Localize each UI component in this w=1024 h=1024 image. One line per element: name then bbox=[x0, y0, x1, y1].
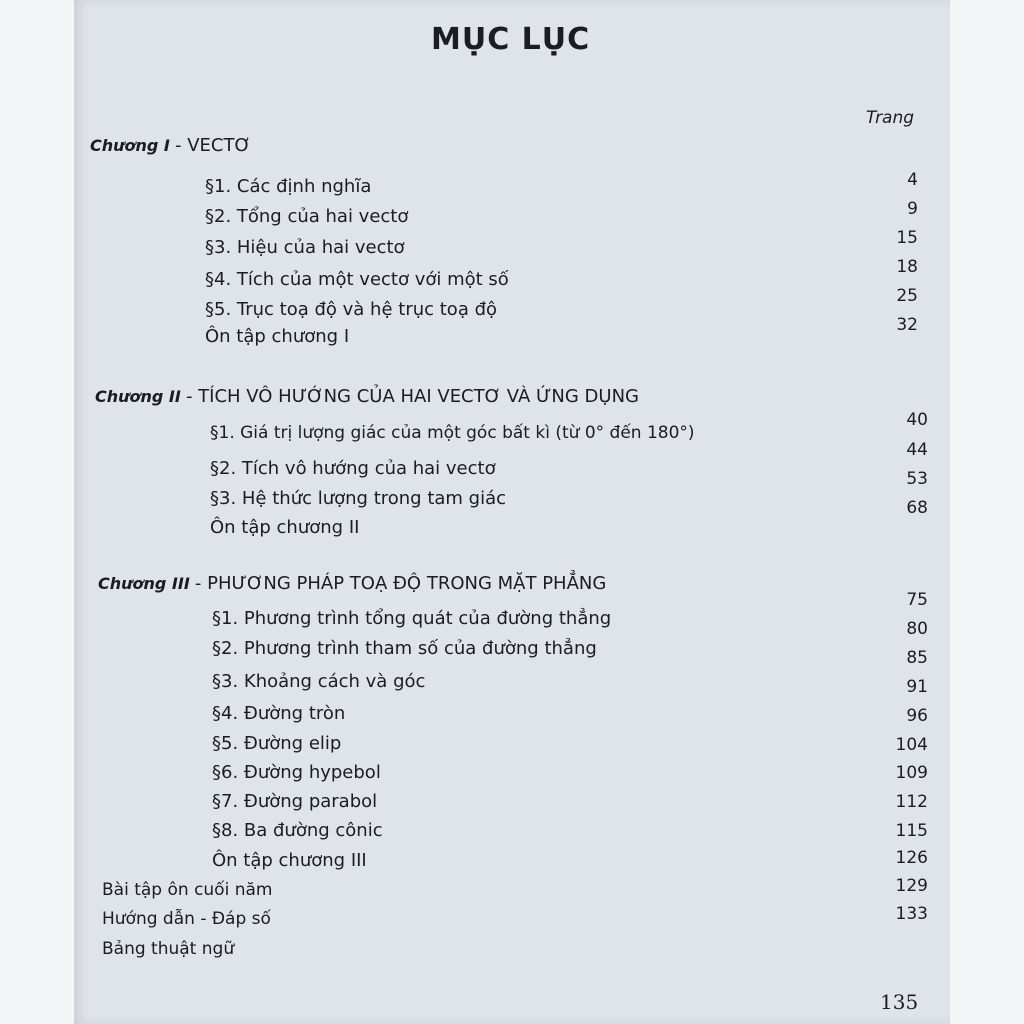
chapter-heading bbox=[90, 135, 251, 156]
page-column-label: Trang bbox=[866, 108, 915, 128]
toc-page-number: 9 bbox=[907, 199, 918, 219]
toc-entry: Ôn tập chương I bbox=[205, 326, 350, 347]
toc-entry: Ôn tập chương II bbox=[210, 517, 360, 538]
toc-entry: §5. Đường elip bbox=[212, 733, 342, 754]
toc-page-number: 129 bbox=[895, 876, 928, 896]
chapter-title: - VECTƠ bbox=[174, 135, 251, 156]
toc-entry: Bài tập ôn cuối năm bbox=[102, 880, 273, 900]
toc-page-number: 15 bbox=[896, 228, 918, 248]
chapter-heading bbox=[95, 386, 639, 407]
toc-entry: §8. Ba đường cônic bbox=[212, 820, 383, 841]
toc-page-number: 53 bbox=[906, 469, 928, 489]
toc-page-number: 44 bbox=[906, 440, 928, 460]
toc-page-number: 112 bbox=[895, 792, 928, 812]
toc-entry: Bảng thuật ngữ bbox=[102, 939, 235, 959]
toc-page-number: 115 bbox=[895, 821, 928, 841]
toc-entry: §4. Đường tròn bbox=[212, 703, 346, 724]
chapter-label: Chương II bbox=[95, 387, 181, 406]
toc-entry: Ôn tập chương III bbox=[212, 850, 367, 871]
toc-page-number: 32 bbox=[896, 315, 918, 335]
toc-page-number: 18 bbox=[896, 257, 918, 277]
toc-entry: §7. Đường parabol bbox=[212, 791, 378, 812]
chapter-label: Chương III bbox=[98, 574, 190, 593]
toc-page-number: 4 bbox=[907, 170, 918, 190]
chapter-title: - TÍCH VÔ HƯỚNG CỦA HAI VECTƠ VÀ ỨNG DỤNG bbox=[185, 386, 640, 407]
toc-page-number: 96 bbox=[906, 706, 928, 726]
toc-entry: §4. Tích của một vectơ với một số bbox=[205, 269, 509, 290]
toc-entry: §2. Tổng của hai vectơ bbox=[205, 206, 409, 227]
toc-page-number: 85 bbox=[906, 648, 928, 668]
toc-entry: §5. Trục toạ độ và hệ trục toạ độ bbox=[205, 299, 498, 320]
toc-page-number: 40 bbox=[906, 410, 928, 430]
toc-entry: §2. Tích vô hướng của hai vectơ bbox=[210, 458, 496, 479]
toc-page-number: 75 bbox=[906, 590, 928, 610]
toc-entry: §1. Phương trình tổng quát của đường thẳng bbox=[212, 608, 612, 629]
chapter-heading bbox=[98, 573, 606, 594]
toc-entry: §1. Các định nghĩa bbox=[205, 176, 372, 197]
toc-entry: §3. Hiệu của hai vectơ bbox=[205, 237, 405, 258]
toc-entry: §6. Đường hypebol bbox=[212, 762, 381, 783]
toc-entry: §3. Hệ thức lượng trong tam giác bbox=[210, 488, 507, 509]
toc-entry: §1. Giá trị lượng giác của một góc bất kì (từ 0° đến 180°) bbox=[210, 423, 695, 443]
toc-entry: §2. Phương trình tham số của đường thẳng bbox=[212, 638, 597, 659]
page-number: 135 bbox=[880, 990, 919, 1014]
toc-page-number: 109 bbox=[895, 763, 928, 783]
chapter-title: - PHƯƠNG PHÁP TOẠ ĐỘ TRONG MẶT PHẲNG bbox=[194, 573, 607, 594]
toc-page-number: 133 bbox=[895, 904, 928, 924]
toc-page-number: 104 bbox=[895, 735, 928, 755]
toc-page-number: 68 bbox=[906, 498, 928, 518]
toc-entry: §3. Khoảng cách và góc bbox=[212, 671, 426, 692]
toc-page-number: 126 bbox=[895, 848, 928, 868]
page-title: MỤC LỤC bbox=[431, 22, 591, 57]
toc-page-number: 25 bbox=[896, 286, 918, 306]
toc-page-number: 80 bbox=[906, 619, 928, 639]
toc-entry: Hướng dẫn - Đáp số bbox=[102, 909, 271, 929]
toc-page-number: 91 bbox=[906, 677, 928, 697]
chapter-label: Chương I bbox=[90, 136, 170, 155]
